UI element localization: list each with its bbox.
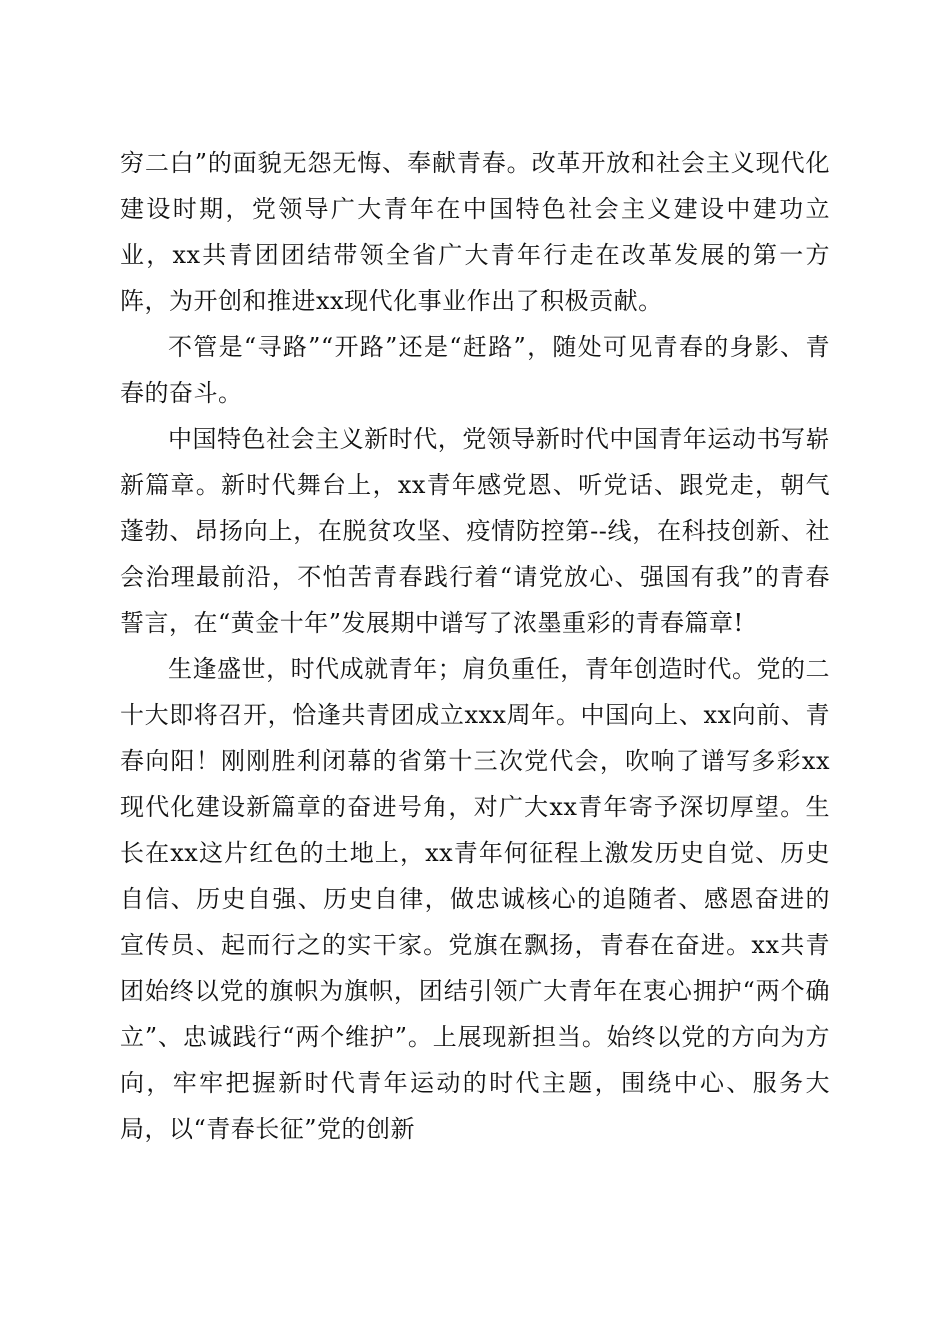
paragraph-4: 生逢盛世，时代成就青年；肩负重任，青年创造时代。党的二十大即将召开，恰逢共青团成立xxx周年。中国向上、xx向前、青春向阳！刚刚胜利闭幕的省第十三次党代会，吹响了谱写多彩xx现代化建设新篇章的奋进号角，对广大xx青年寄予深切厚望。生长在xx这片红色的土地上，xx青年何征程上激发历史自觉、历史自信、历史自强、历史自律，做忠诚核心的追随者、感恩奋进的宣传员、起而行之的实干家。党旗在飘扬，青春在奋进。xx共青团始终以党的旗帜为旗帜，团结引领广大青年在衷心拥护“两个确立”、忠诚践行“两个维护”。上展现新担当。始终以党的方向为方向，牢牢把握新时代青年运动的时代主题，围绕中心、服务大局，以“青春长征”党的创新 xyxy=(120,655,830,1143)
paragraph-3: 中国特色社会主义新时代，党领导新时代中国青年运动书写崭新篇章。新时代舞台上，xx青年感党恩、听党话、跟党走，朝气蓬勃、昂扬向上，在脱贫攻坚、疫情防控第--线，在科技创新、社会治理最前沿，不怕苦青春践行着“请党放心、强国有我”的青春誓言，在“黄金十年”发展期中谱写了浓墨重彩的青春篇章! xyxy=(120,425,830,637)
paragraph-1: 穷二白”的面貌无怨无悔、奉献青春。改革开放和社会主义现代化建设时期，党领导广大青年在中国特色社会主义建设中建功立业，xx共青团团结带领全省广大青年行走在改革发展的第一方阵，为开创和推进xx现代化事业作出了积极贡献。 xyxy=(120,149,830,315)
paragraph-2: 不管是“寻路”“开路”还是“赶路”，随处可见青春的身影、青春的奋斗。 xyxy=(120,333,830,407)
document-body xyxy=(120,140,830,1152)
